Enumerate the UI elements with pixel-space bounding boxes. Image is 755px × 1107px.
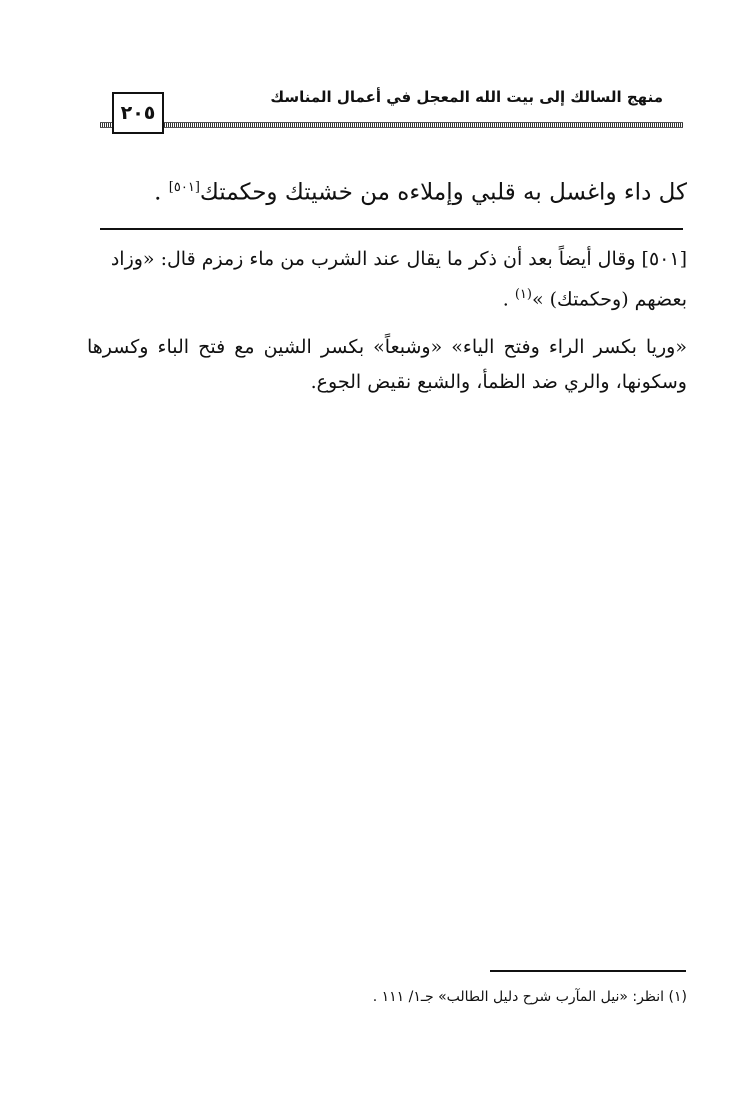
footnote-1: (١) انظر: «نيل المآرب شرح دليل الطالب» جـ١/ ١١١ . (372, 989, 687, 1005)
main-text-end: . (154, 179, 169, 206)
header-rule (100, 122, 683, 128)
text-separator-rule (100, 228, 683, 230)
note-reference-501[interactable]: [٥٠١] (168, 180, 200, 195)
note-501-paragraph-2: «وريا بكسر الراء وفتح الياء» «وشبعاً» بكسر الشين مع فتح الباء وكسرها وسكونها، والري ضد الظمأ، والشبع نقيض الجوع. (87, 336, 687, 393)
main-text: كل داء واغسل به قلبي وإملاءه من خشيتك وحكمتك (199, 179, 687, 206)
main-text-line (87, 168, 687, 213)
note-501-end: . (502, 288, 515, 311)
note-501 (87, 242, 687, 317)
note-501-line2: بعضهم (وحكمتك) » (531, 288, 687, 311)
page-number: ٢٠٥ (112, 92, 164, 134)
footnote-rule (490, 970, 686, 972)
running-head-title: منهج السالك إلى بيت الله المعجل في أعمال المناسك (270, 88, 663, 106)
footnote-reference-1[interactable]: (١) (514, 287, 532, 302)
note-501-line1: [٥٠١] وقال أيضاً بعد أن ذكر ما يقال عند الشرب من ماء زمزم قال: «وزاد (110, 248, 687, 270)
